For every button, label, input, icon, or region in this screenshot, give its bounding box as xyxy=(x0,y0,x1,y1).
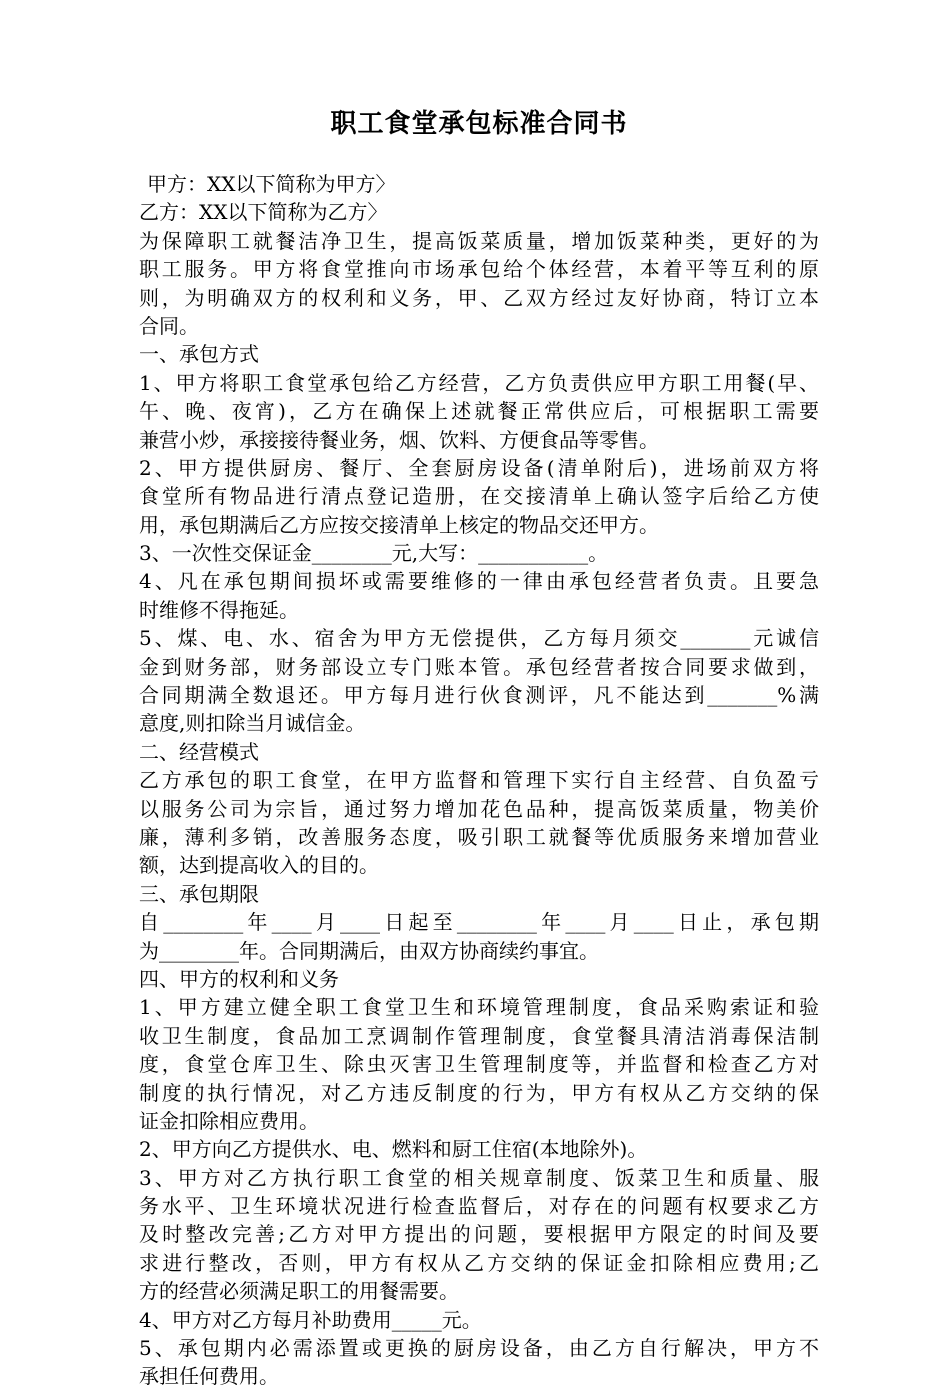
clause-line: 制度的执行情况，对乙方违反制度的行为，甲方有权从乙方交纳的保 xyxy=(139,1080,819,1105)
clause-line: 务水平、卫生环境状况进行检查监督后，对存在的问题有权要求乙方 xyxy=(139,1194,819,1219)
clause-line: 及时整改完善;乙方对甲方提出的问题，要根据甲方限定的时间及要 xyxy=(139,1222,819,1247)
clause-line: 为________年。合同期满后，由双方协商续约事宜。 xyxy=(139,938,599,963)
clause-line: 用，承包期满后乙方应按交接清单上核定的物品交还甲方。 xyxy=(139,512,659,537)
clause-line: 3、一次性交保证金________元,大写：___________。 xyxy=(139,541,609,566)
clause-line: 收卫生制度，食品加工烹调制作管理制度，食堂餐具清洁消毒保洁制 xyxy=(139,1023,819,1048)
clause-line: 食堂所有物品进行清点登记造册，在交接清单上确认签字后给乙方使 xyxy=(139,484,819,509)
clause-line: 意度,则扣除当月诚信金。 xyxy=(139,711,366,736)
clause-line: 2、甲方提供厨房、餐厅、全套厨房设备(清单附后)，进场前双方将 xyxy=(139,455,819,480)
clause-line: 乙方承包的职工食堂，在甲方监督和管理下实行自主经营、自负盈亏 xyxy=(139,768,819,793)
section-heading: 三、承包期限 xyxy=(139,881,259,906)
preamble-line: 职工服务。甲方将食堂推向市场承包给个体经营，本着平等互利的原 xyxy=(139,257,819,282)
clause-line: 2、甲方向乙方提供水、电、燃料和厨工住宿(本地除外)。 xyxy=(139,1137,648,1162)
clause-line: 兼营小炒，承接接待餐业务，烟、饮料、方便食品等零售。 xyxy=(139,427,659,452)
preamble-line: 则，为明确双方的权利和义务，甲、乙双方经过友好协商，特订立本 xyxy=(139,285,819,310)
clause-line: 以服务公司为宗旨，通过努力增加花色品种，提高饭菜质量，物美价 xyxy=(139,796,819,821)
clause-line: 廉，薄利多销，改善服务态度，吸引职工就餐等优质服务来增加营业 xyxy=(139,824,819,849)
clause-line: 求进行整改，否则，甲方有权从乙方交纳的保证金扣除相应费用;乙 xyxy=(139,1250,819,1275)
clause-line: 证金扣除相应费用。 xyxy=(139,1108,319,1133)
clause-line: 3、甲方对乙方执行职工食堂的相关规章制度、饭菜卫生和质量、服 xyxy=(139,1165,819,1190)
section-heading: 一、承包方式 xyxy=(139,342,259,367)
clause-line: 午、晚、夜宵)，乙方在确保上述就餐正常供应后，可根据职工需要 xyxy=(139,399,819,424)
clause-line: 方的经营必须满足职工的用餐需要。 xyxy=(139,1279,459,1304)
party-b-line: 乙方：XX以下简称为乙方〉 xyxy=(139,200,388,225)
clause-line: 自________年____月____日起至________年____月____日止，承包期 xyxy=(139,910,819,935)
clause-line: 4、甲方对乙方每月补助费用_____元。 xyxy=(139,1307,482,1332)
clause-line: 度，食堂仓库卫生、除虫灭害卫生管理制度等，并监督和检查乙方对 xyxy=(139,1052,819,1077)
clause-line: 额，达到提高收入的目的。 xyxy=(139,853,379,878)
clause-line: 合同期满全数退还。甲方每月进行伙食测评，凡不能达到_______%满 xyxy=(139,683,819,708)
preamble-line: 合同。 xyxy=(139,313,199,338)
document-body xyxy=(139,170,819,1391)
clause-line: 5、煤、电、水、宿舍为甲方无偿提供，乙方每月须交_______元诚信 xyxy=(139,626,819,651)
clause-line: 5、承包期内必需添置或更换的厨房设备，由乙方自行解决，甲方不 xyxy=(139,1336,819,1361)
clause-line: 4、凡在承包期间损坏或需要维修的一律由承包经营者负责。且要急 xyxy=(139,569,819,594)
clause-line: 金到财务部，财务部设立专门账本管。承包经营者按合同要求做到， xyxy=(139,654,819,679)
document-title: 职工食堂承包标准合同书 xyxy=(330,109,628,139)
clause-line: 时维修不得拖延。 xyxy=(139,597,299,622)
clause-line: 承担任何费用。 xyxy=(139,1364,279,1389)
section-heading: 四、甲方的权利和义务 xyxy=(139,966,339,991)
party-a-line: 甲方：XX以下简称为甲方〉 xyxy=(147,172,396,196)
clause-line: 1、甲方将职工食堂承包给乙方经营，乙方负责供应甲方职工用餐(早、 xyxy=(139,370,819,395)
preamble-line: 为保障职工就餐洁净卫生，提高饭菜质量，增加饭菜种类，更好的为 xyxy=(139,228,819,253)
section-heading: 二、经营模式 xyxy=(139,739,259,764)
clause-line: 1、甲方建立健全职工食堂卫生和环境管理制度，食品采购索证和验 xyxy=(139,995,819,1020)
